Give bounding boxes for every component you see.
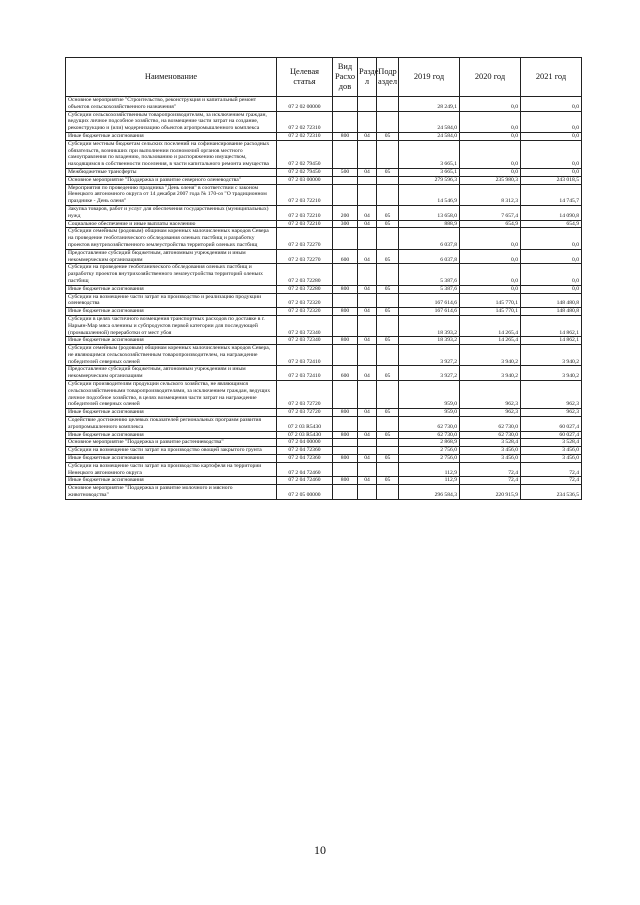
row-2020: 0,0: [460, 111, 521, 132]
row-2021: 654,9: [521, 220, 582, 228]
row-2020: 0,0: [460, 132, 521, 140]
row-2019: 14 546,9: [399, 184, 460, 205]
row-2020: 3 456,0: [460, 447, 521, 455]
row-2020: 62 730,0: [460, 417, 521, 432]
row-2019: 959,0: [399, 381, 460, 409]
row-2021: 234 536,5: [521, 485, 582, 500]
row-2020: 0,0: [460, 249, 521, 264]
header-2021: 2021 год: [521, 58, 582, 97]
row-2021: 60 027,4: [521, 431, 582, 439]
row-2021: 3 940,2: [521, 345, 582, 366]
row-name: Субсидии семейным (родовым) общинам коренных малочисленных народов Севера, не являющимся сельскохозяйственным товаропроизводителем, на награждение победителей северных оленей: [66, 345, 277, 366]
row-kind: 200: [333, 205, 358, 220]
row-target-code: 07 2 02 79450: [277, 140, 333, 168]
table-row: [66, 168, 582, 176]
header-subsection: Подр аздел: [377, 58, 399, 97]
row-2019: 167 614,6: [399, 293, 460, 308]
row-2020: 962,3: [460, 381, 521, 409]
row-target-code: 07 2 04 72460: [277, 462, 333, 477]
row-2021: 243 018,5: [521, 176, 582, 184]
row-section: 04: [358, 431, 377, 439]
row-subsection: [377, 345, 399, 366]
table-row: [66, 97, 582, 112]
row-name: Содействие достижению целевых показателей региональных программ развития агропромышленного комплекса: [66, 417, 277, 432]
row-target-code: 07 2 02 79450: [277, 168, 333, 176]
row-2020: 3 456,0: [460, 455, 521, 463]
row-name: Социальное обеспечение и иные выплаты населению: [66, 220, 277, 228]
row-name: Предоставление субсидий бюджетным, автономным учреждениям и иным некоммерческим организациям: [66, 366, 277, 381]
table-row: [66, 345, 582, 366]
row-subsection: [377, 417, 399, 432]
row-kind: [333, 140, 358, 168]
row-subsection: [377, 439, 399, 447]
row-section: [358, 184, 377, 205]
row-target-code: 07 2 03 72720: [277, 381, 333, 409]
row-2020: 3 940,2: [460, 345, 521, 366]
row-kind: [333, 462, 358, 477]
row-name: Иные бюджетные ассигнования: [66, 285, 277, 293]
row-kind: [333, 97, 358, 112]
row-2019: 62 730,0: [399, 417, 460, 432]
row-2020: 14 265,4: [460, 337, 521, 345]
row-target-code: 07 2 03 72280: [277, 264, 333, 285]
row-name: Основное мероприятие "Строительство, реконструкция и капитальный ремонт объектов сельскохозяйственного назначения": [66, 97, 277, 112]
row-section: [358, 264, 377, 285]
row-target-code: 07 2 03 72210: [277, 205, 333, 220]
table-row: [66, 477, 582, 485]
row-kind: 600: [333, 366, 358, 381]
row-2019: 18 393,2: [399, 337, 460, 345]
row-subsection: [377, 184, 399, 205]
row-2019: 6 037,8: [399, 228, 460, 249]
row-target-code: 07 2 03 72210: [277, 184, 333, 205]
row-target-code: 07 2 03 72340: [277, 337, 333, 345]
row-target-code: 07 2 04 72360: [277, 447, 333, 455]
row-2021: 14 862,1: [521, 315, 582, 336]
budget-table-sheet: [65, 57, 581, 500]
table-row: [66, 308, 582, 316]
row-target-code: 07 2 02 72310: [277, 111, 333, 132]
table-row: [66, 485, 582, 500]
table-row: [66, 462, 582, 477]
row-section: [358, 97, 377, 112]
row-target-code: 07 2 04 72360: [277, 455, 333, 463]
row-2019: 3 927,2: [399, 366, 460, 381]
row-target-code: 07 2 03 00000: [277, 176, 333, 184]
table-row: [66, 111, 582, 132]
row-subsection: 05: [377, 132, 399, 140]
row-target-code: 07 2 03 R5430: [277, 431, 333, 439]
table-row: [66, 417, 582, 432]
row-subsection: 05: [377, 455, 399, 463]
row-2019: 167 614,6: [399, 308, 460, 316]
row-name: Закупка товаров, работ и услуг для обеспечения государственных (муниципальных) нужд: [66, 205, 277, 220]
row-name: Субсидии на возмещение части затрат на производство и реализацию продукции оленеводства: [66, 293, 277, 308]
row-target-code: 07 2 02 72310: [277, 132, 333, 140]
header-target: Целевая статья: [277, 58, 333, 97]
row-2019: 3 927,2: [399, 345, 460, 366]
row-target-code: 07 2 03 72210: [277, 220, 333, 228]
row-target-code: 07 2 03 72410: [277, 366, 333, 381]
row-2019: 3 665,1: [399, 168, 460, 176]
row-2021: 72,4: [521, 477, 582, 485]
row-subsection: [377, 176, 399, 184]
row-section: 04: [358, 205, 377, 220]
row-2020: 220 915,9: [460, 485, 521, 500]
row-2021: 14 090,8: [521, 205, 582, 220]
row-subsection: [377, 293, 399, 308]
row-section: [358, 140, 377, 168]
table-row: [66, 431, 582, 439]
row-section: 04: [358, 366, 377, 381]
row-2019: 28 249,1: [399, 97, 460, 112]
row-2020: 0,0: [460, 264, 521, 285]
row-section: 04: [358, 409, 377, 417]
row-2021: 0,0: [521, 97, 582, 112]
row-name: Субсидии в целях частичного возмещения транспортных расходов по доставке в г. Нарьян-Мар мяса оленины и субпродуктов первой категории для последующей (промышленной) переработки от мест убоя: [66, 315, 277, 336]
page-number: 10: [314, 843, 326, 857]
table-row: [66, 366, 582, 381]
row-2020: 7 657,4: [460, 205, 521, 220]
row-2020: 235 980,3: [460, 176, 521, 184]
row-kind: [333, 111, 358, 132]
table-row: [66, 132, 582, 140]
header-name: Наименование: [66, 58, 277, 97]
row-kind: [333, 264, 358, 285]
row-kind: 600: [333, 249, 358, 264]
row-kind: [333, 228, 358, 249]
row-section: [358, 345, 377, 366]
header-2019: 2019 год: [399, 58, 460, 97]
row-2021: 14 745,7: [521, 184, 582, 205]
row-subsection: 05: [377, 285, 399, 293]
row-2021: 0,0: [521, 132, 582, 140]
row-name: Иные бюджетные ассигнования: [66, 409, 277, 417]
row-section: [358, 439, 377, 447]
row-kind: [333, 176, 358, 184]
row-section: 04: [358, 249, 377, 264]
row-section: [358, 381, 377, 409]
row-name: Иные бюджетные ассигнования: [66, 455, 277, 463]
row-target-code: 07 2 02 00000: [277, 97, 333, 112]
row-name: Межбюджетные трансферты: [66, 168, 277, 176]
row-section: [358, 417, 377, 432]
row-name: Предоставление субсидий бюджетным, автономным учреждениям и иным некоммерческим организациям: [66, 249, 277, 264]
header-kind: Вид Расхо дов: [333, 58, 358, 97]
row-2021: 72,4: [521, 462, 582, 477]
row-2021: 148 480,8: [521, 293, 582, 308]
row-2019: 279 596,3: [399, 176, 460, 184]
row-2020: 8 312,3: [460, 184, 521, 205]
table-row: [66, 293, 582, 308]
row-kind: [333, 184, 358, 205]
row-section: [358, 447, 377, 455]
row-2020: 654,9: [460, 220, 521, 228]
row-target-code: 07 2 04 00000: [277, 439, 333, 447]
row-name: Субсидии семейным (родовым) общинам коренных малочисленных народов Севера на проведение геоботанического обследования оленьих пастбищ и разработку проектов внутрихозяйственного землеустройства территорий оленьих пастбищ: [66, 228, 277, 249]
row-2021: 0,0: [521, 111, 582, 132]
row-section: 04: [358, 308, 377, 316]
row-target-code: 07 2 03 72720: [277, 409, 333, 417]
row-kind: [333, 293, 358, 308]
row-2020: 72,4: [460, 462, 521, 477]
header-section: Разде л: [358, 58, 377, 97]
row-section: 04: [358, 477, 377, 485]
table-row: [66, 409, 582, 417]
row-subsection: 05: [377, 366, 399, 381]
row-kind: 800: [333, 308, 358, 316]
row-section: [358, 293, 377, 308]
table-body: [66, 97, 582, 500]
row-2019: 18 393,2: [399, 315, 460, 336]
row-kind: 800: [333, 132, 358, 140]
row-section: 04: [358, 168, 377, 176]
row-2021: 14 862,1: [521, 337, 582, 345]
row-name: Субсидии производителям продукции сельского хозяйства, не являющимся сельскохозяйственными товаропроизводителями, за исключением граждан, ведущих личное подсобное хозяйство, в целях возмещения части затрат на награждение победителей северных оленей: [66, 381, 277, 409]
row-2019: 62 730,0: [399, 431, 460, 439]
row-2019: 5 387,6: [399, 285, 460, 293]
row-target-code: 07 2 04 72460: [277, 477, 333, 485]
table-row: [66, 337, 582, 345]
row-kind: [333, 381, 358, 409]
row-2021: 0,0: [521, 168, 582, 176]
row-2020: 0,0: [460, 97, 521, 112]
row-2019: 2 868,9: [399, 439, 460, 447]
row-subsection: [377, 140, 399, 168]
table-row: [66, 285, 582, 293]
row-subsection: 05: [377, 168, 399, 176]
row-2020: 72,4: [460, 477, 521, 485]
row-target-code: 07 2 03 72320: [277, 308, 333, 316]
row-subsection: [377, 315, 399, 336]
row-2019: 112,9: [399, 477, 460, 485]
row-kind: [333, 485, 358, 500]
row-section: 04: [358, 337, 377, 345]
table-row: [66, 140, 582, 168]
row-2020: 0,0: [460, 228, 521, 249]
row-2021: 0,0: [521, 285, 582, 293]
row-subsection: [377, 264, 399, 285]
row-subsection: 05: [377, 308, 399, 316]
header-2020: 2020 год: [460, 58, 521, 97]
row-subsection: 05: [377, 337, 399, 345]
row-section: 04: [358, 285, 377, 293]
row-name: Мероприятия по проведению праздника "День оленя" в соответствии с законом Ненецкого автономного округа от 14 декабря 2007 года № 170-оз "О традиционном празднике - День оленя": [66, 184, 277, 205]
row-name: Основное мероприятие "Поддержка и развитие молочного и мясного животноводства": [66, 485, 277, 500]
row-2020: 3 940,2: [460, 366, 521, 381]
row-2021: 0,0: [521, 264, 582, 285]
row-2019: 888,9: [399, 220, 460, 228]
table-row: [66, 184, 582, 205]
row-section: 04: [358, 455, 377, 463]
row-subsection: 05: [377, 205, 399, 220]
row-kind: 800: [333, 455, 358, 463]
row-2020: 0,0: [460, 168, 521, 176]
table-row: [66, 249, 582, 264]
row-kind: [333, 439, 358, 447]
row-subsection: [377, 228, 399, 249]
table-row: [66, 205, 582, 220]
row-target-code: 07 2 03 R5430: [277, 417, 333, 432]
row-subsection: [377, 462, 399, 477]
row-section: [358, 228, 377, 249]
row-2019: 24 584,0: [399, 132, 460, 140]
row-name: Субсидии на проведение геоботанического обследования оленьих пастбищ и разработку проектов внутрихозяйственного землеустройства территорий оленьих пастбищ: [66, 264, 277, 285]
row-section: [358, 462, 377, 477]
row-2019: 5 387,6: [399, 264, 460, 285]
row-subsection: 05: [377, 431, 399, 439]
row-name: Субсидии сельскохозяйственным товаропроизводителям, за исключением граждан, ведущих личное подсобное хозяйство, на возмещение части затрат на создание, реконструкцию и (или) модернизацию объектов агропромышленного комплекса: [66, 111, 277, 132]
row-kind: 800: [333, 337, 358, 345]
table-row: [66, 228, 582, 249]
table-row: [66, 447, 582, 455]
row-target-code: 07 2 03 72280: [277, 285, 333, 293]
row-kind: [333, 417, 358, 432]
row-kind: 500: [333, 168, 358, 176]
row-subsection: 05: [377, 220, 399, 228]
row-kind: 800: [333, 285, 358, 293]
row-2021: 3 528,4: [521, 439, 582, 447]
row-name: Иные бюджетные ассигнования: [66, 477, 277, 485]
row-target-code: 07 2 05 00000: [277, 485, 333, 500]
row-2020: 962,3: [460, 409, 521, 417]
row-name: Основное мероприятие "Поддержка и развитие северного оленеводства": [66, 176, 277, 184]
row-target-code: 07 2 03 72270: [277, 249, 333, 264]
row-target-code: 07 2 03 72410: [277, 345, 333, 366]
row-2019: 24 584,0: [399, 111, 460, 132]
row-name: Основное мероприятие "Поддержка и развитие растениеводства": [66, 439, 277, 447]
row-section: [358, 315, 377, 336]
row-kind: 800: [333, 431, 358, 439]
row-2021: 3 456,0: [521, 447, 582, 455]
row-subsection: 05: [377, 409, 399, 417]
row-subsection: [377, 447, 399, 455]
row-name: Иные бюджетные ассигнования: [66, 132, 277, 140]
table-row: [66, 455, 582, 463]
budget-table: [65, 57, 582, 500]
row-kind: 800: [333, 409, 358, 417]
row-subsection: 05: [377, 249, 399, 264]
row-2019: 296 584,3: [399, 485, 460, 500]
row-section: [358, 111, 377, 132]
row-2021: 0,0: [521, 140, 582, 168]
row-subsection: [377, 97, 399, 112]
table-header-row: [66, 58, 582, 97]
row-subsection: [377, 111, 399, 132]
row-name: Иные бюджетные ассигнования: [66, 308, 277, 316]
row-2019: 13 658,0: [399, 205, 460, 220]
row-2020: 62 730,0: [460, 431, 521, 439]
table-row: [66, 176, 582, 184]
row-name: Субсидии на возмещение части затрат на производство овощей закрытого грунта: [66, 447, 277, 455]
row-2021: 3 940,2: [521, 366, 582, 381]
row-2021: 962,3: [521, 381, 582, 409]
row-2021: 3 456,0: [521, 455, 582, 463]
row-name: Субсидии местным бюджетам сельских поселений на софинансирование расходных обязательств, возникших при выполнении полномочий органов местного самоуправления по владению, пользованию и распоряжению имуществом, находящимся в собственности поселения, в части капитального ремонта имущества: [66, 140, 277, 168]
row-2019: 2 756,0: [399, 455, 460, 463]
row-kind: [333, 345, 358, 366]
row-subsection: [377, 381, 399, 409]
row-2019: 959,0: [399, 409, 460, 417]
row-section: 04: [358, 132, 377, 140]
row-kind: [333, 315, 358, 336]
table-row: [66, 264, 582, 285]
row-2020: 14 265,4: [460, 315, 521, 336]
row-subsection: 05: [377, 477, 399, 485]
row-2020: 145 770,1: [460, 308, 521, 316]
row-2019: 112,9: [399, 462, 460, 477]
row-2021: 0,0: [521, 228, 582, 249]
row-2020: 0,0: [460, 285, 521, 293]
row-section: [358, 176, 377, 184]
row-2019: 6 037,8: [399, 249, 460, 264]
row-2019: 2 756,0: [399, 447, 460, 455]
row-2021: 60 027,4: [521, 417, 582, 432]
row-2019: 3 665,1: [399, 140, 460, 168]
row-2021: 0,0: [521, 249, 582, 264]
row-target-code: 07 2 03 72270: [277, 228, 333, 249]
table-row: [66, 315, 582, 336]
row-kind: 800: [333, 477, 358, 485]
row-name: Иные бюджетные ассигнования: [66, 337, 277, 345]
row-2020: 145 770,1: [460, 293, 521, 308]
row-section: 04: [358, 220, 377, 228]
table-row: [66, 220, 582, 228]
row-2020: 3 528,4: [460, 439, 521, 447]
table-row: [66, 381, 582, 409]
row-kind: 300: [333, 220, 358, 228]
row-section: [358, 485, 377, 500]
row-target-code: 07 2 03 72340: [277, 315, 333, 336]
table-row: [66, 439, 582, 447]
row-target-code: 07 2 03 72320: [277, 293, 333, 308]
row-2020: 0,0: [460, 140, 521, 168]
row-2021: 962,3: [521, 409, 582, 417]
row-name: Иные бюджетные ассигнования: [66, 431, 277, 439]
row-2021: 148 480,8: [521, 308, 582, 316]
row-subsection: [377, 485, 399, 500]
row-name: Субсидии на возмещение части затрат на производство картофеля на территории Ненецкого автономного округа: [66, 462, 277, 477]
row-kind: [333, 447, 358, 455]
